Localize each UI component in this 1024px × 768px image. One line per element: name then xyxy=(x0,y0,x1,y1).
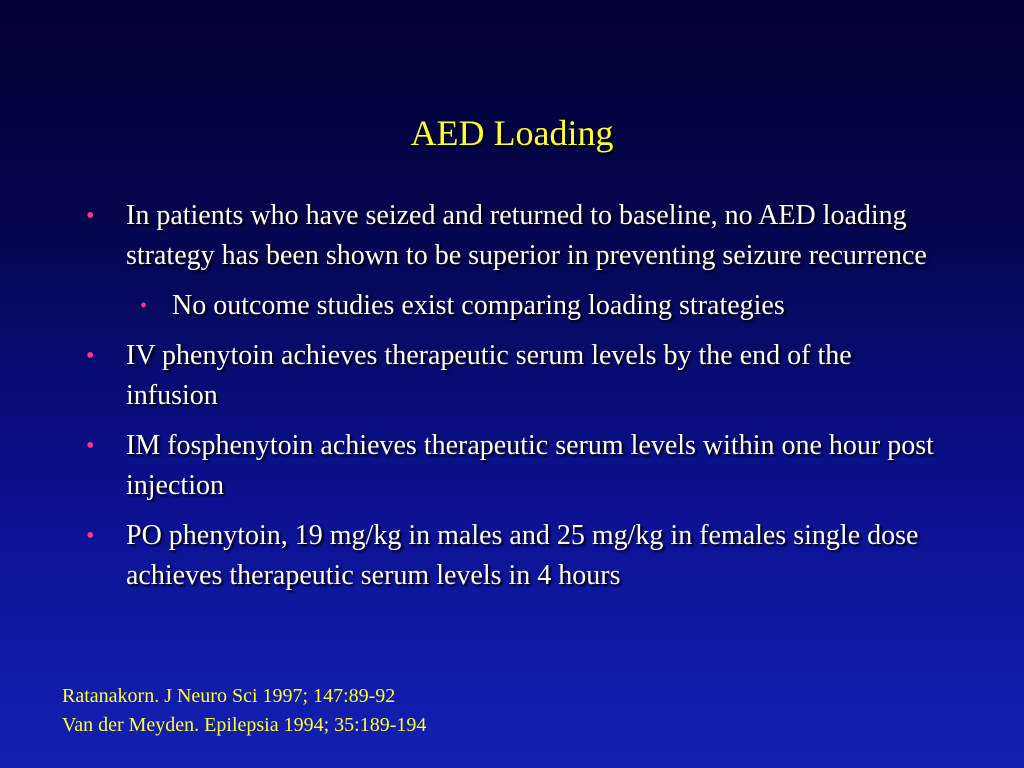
bullet-text: IV phenytoin achieves therapeutic serum levels by the end of the infusion xyxy=(126,340,852,411)
bullet-dot-icon: • xyxy=(86,433,95,459)
bullet-item xyxy=(86,196,946,276)
reference-line: Van der Meyden. Epilepsia 1994; 35:189-194 xyxy=(62,714,427,736)
bullet-list xyxy=(86,196,946,606)
reference-line: Ratanakorn. J Neuro Sci 1997; 147:89-92 xyxy=(62,685,396,707)
bullet-dot-icon: • xyxy=(140,295,148,317)
slide-title: AED Loading xyxy=(410,113,614,153)
bullet-dot-icon: • xyxy=(86,523,95,549)
bullet-dot-icon: • xyxy=(86,343,95,369)
bullet-text: IM fosphenytoin achieves therapeutic serum levels within one hour post injection xyxy=(126,430,934,501)
bullet-text: No outcome studies exist comparing loading strategies xyxy=(172,290,785,321)
bullet-item xyxy=(86,426,946,506)
bullet-item xyxy=(86,336,946,416)
sub-bullet-item xyxy=(86,286,946,326)
references xyxy=(62,682,426,740)
bullet-text: In patients who have seized and returned to baseline, no AED loading strategy has been shown to be superior in preventing seizure recurrence xyxy=(126,200,927,271)
bullet-item xyxy=(86,516,946,596)
bullet-text: PO phenytoin, 19 mg/kg in males and 25 mg/kg in females single dose achieves therapeutic serum levels in 4 hours xyxy=(126,520,919,591)
bullet-dot-icon: • xyxy=(86,203,95,229)
